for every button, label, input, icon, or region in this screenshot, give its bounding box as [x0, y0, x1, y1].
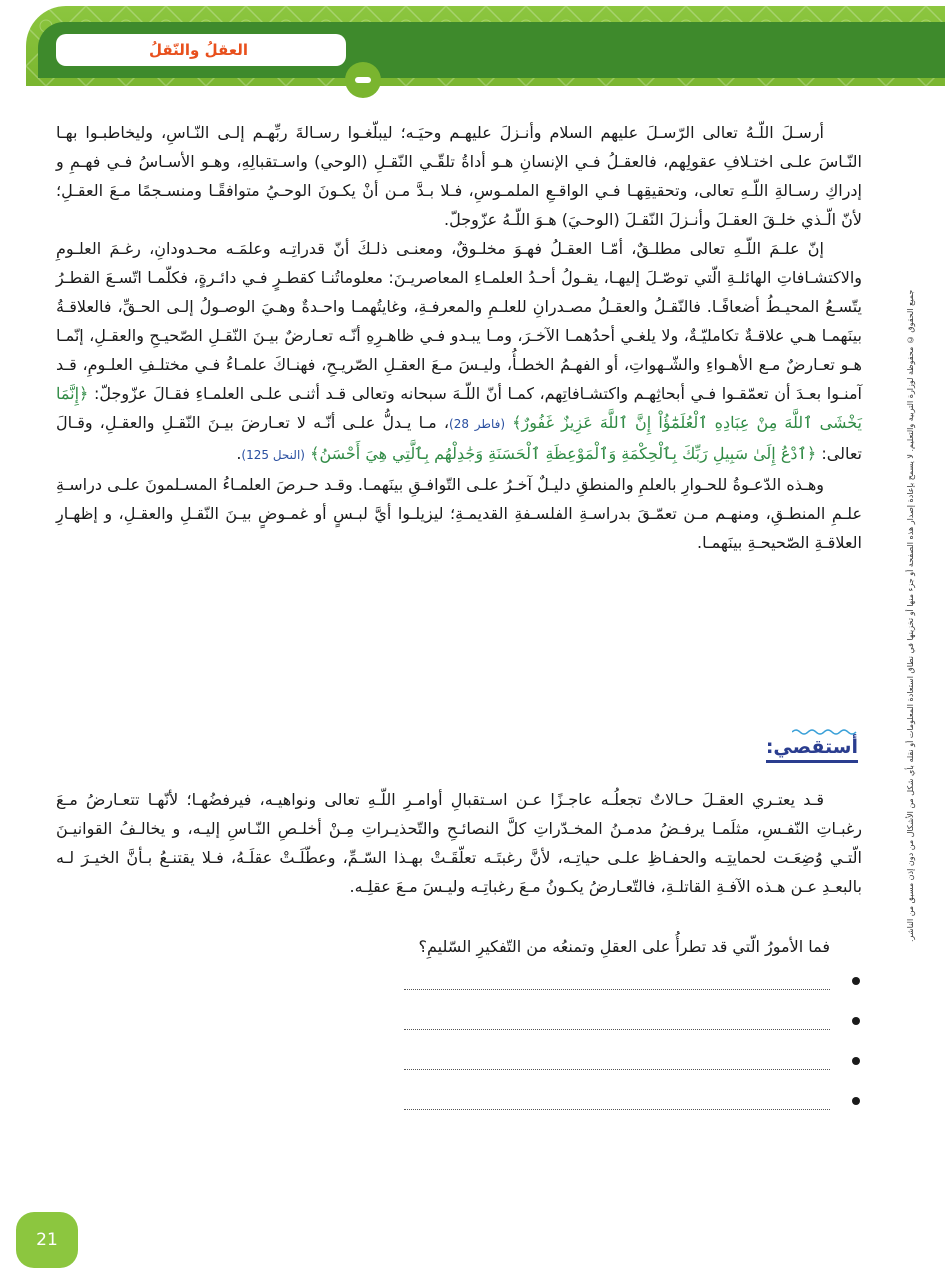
- bullet-icon: [852, 1017, 860, 1025]
- answer-line[interactable]: [404, 1109, 830, 1110]
- answer-row[interactable]: [400, 1055, 860, 1095]
- paragraph-2-text-a: إنّ علـمَ اللّـهِ تعالى مطلـقٌ، أمّـا العقـلُ فهـوَ مخلـوقٌ، ومعنـى ذلـكَ أنّ قدراتِـه وعلمَـه محـدودانِ، رغـمَ العلـومِ والاكتشـافاتِ الهائلـةِ الّتي توصّـلَ إليهـا، يقـولُ أحـدُ العلمـاءِ المعاصريـنَ: معلوماتُنـا كقطـرٍ فـي دائـرةٍ، فكلّمـا اتّسـعَ القطـرُ يتّسـعُ المحيـطُ أضعافًـا. فالنّقـلُ والعقـلُ مصـدرانِ للعلـمِ والمعرفـةِ، وغايتُهمـا واحـدةٌ وهـيَ الوصـولُ إلـى الحـقِّ، فالعلاقـةُ بينَهمـا هـي علاقـةٌ تكامليّـةٌ، ولا يلغـي أحدُهمـا الآخـرَ، ومـا يبـدو فـي ظاهـرِهِ أنّـه تعـارضٌ بيـنَ النّقـلِ الصّحيـحِ والعقـلِ، إنّمـا هـو تعـارضٌ مـع الأهـواءِ والشّـهواتِ، أو الفهـمُ الخطـأُ، وليـسَ مـعَ العقـلِ الصّريـحِ، فهنـاكَ علمـاءُ فـي مختلـفِ العلـومِ، قـد آمنـوا بعـدَ أن تعمّقـوا فـي أبحاثِهـم واكتشـافاتِهم، كمـا أنّ اللّـهَ سبحانه وتعالى قـد أثنـى علـى العلمـاءِ فقـالَ عزّوجلّ:: [56, 239, 862, 403]
- page-title: العقلُ والنّقلُ: [148, 41, 248, 59]
- paragraph-2: إنّ علـمَ اللّـهِ تعالى مطلـقٌ، أمّـا العقـلُ فهـوَ مخلـوقٌ، ومعنـى ذلـكَ أنّ قدراتِـه وعلمَـه محـدودانِ، رغـمَ العلـومِ والاكتشـافاتِ الهائلـةِ الّتي توصّـلَ إليهـا، يقـولُ أحـدُ العلمـاءِ المعاصريـنَ: معلوماتُنـا كقطـرٍ فـي دائـرةٍ، فكلّمـا اتّسـعَ القطـرُ يتّسـعُ المحيـطُ أضعافًـا. فالنّقـلُ والعقـلُ مصـدرانِ للعلـمِ والمعرفـةِ، وغايتُهمـا واحـدةٌ وهـيَ الوصـولُ إلـى الحـقِّ، فالعلاقـةُ بينَهمـا هـي علاقـةٌ تكامليّـةٌ، ولا يلغـي أحدُهمـا الآخـرَ، ومـا يبـدو فـي ظاهـرِهِ أنّـه تعـارضٌ بيـنَ النّقـلِ الصّحيـحِ والعقـلِ، إنّمـا هـو تعـارضٌ مـع الأهـواءِ والشّـهواتِ، أو الفهـمُ الخطـأُ، وليـسَ مـعَ العقـلِ الصّريـحِ، فهنـاكَ علمـاءُ فـي مختلـفِ العلـومِ، قـد آمنـوا بعـدَ أن تعمّقـوا فـي أبحاثِهـم واكتشـافاتِهم، كمـا أنّ اللّـهَ سبحانه وتعالى قـد أثنـى علـى العلمـاءِ فقـالَ عزّوجلّ: ﴿إِنَّمَا يَخْشَى ٱللَّهَ مِنْ عِبَادِهِ ٱلْعُلَمَٰٓؤُاْ إِنَّ ٱللَّهَ عَزِيزٌ غَفُورٌ﴾ (فاطر 28)، مـا يـدلُّ علـى أنّـه لا تعـارضَ بيـنَ النّقـلِ والعقـلِ، وقـالَ تعالى: ﴿ٱدْعُ إِلَىٰ سَبِيلِ رَبِّكَ بِٱلْحِكْمَةِ وَٱلْمَوْعِظَةِ ٱلْحَسَنَةِ وَجَٰدِلْهُم بِٱلَّتِي هِيَ أَحْسَنُ﴾ (النحل 125).: [56, 239, 862, 463]
- answer-lines: [400, 975, 860, 1135]
- copyright-side-note: جميع الحقوق © محفوظة لوزارة التربية والتعليم. لا يسمح بإعادة إصدار هذه الصفحة أو جزء منها أو تخزينها في نطاق استعادة المعلومات أو نقله بأي شكل من الأشكال من دون إذن مسبق من الناشر.: [906, 290, 915, 943]
- answer-line[interactable]: [404, 1069, 830, 1070]
- verse-reference-2: (النحل 125): [241, 448, 305, 462]
- answer-row[interactable]: [400, 1095, 860, 1135]
- section-heading: [766, 736, 858, 763]
- paragraph-3: وهـذه الدّعـوةُ للحـوارِ بالعلمِ والمنطقِ دليـلٌ آخـرُ علـى التّوافـقِ بينَهمـا. وقـد حـرصَ العلمـاءُ المسـلمونَ علـى دراسـةِ علـمِ المنطـقِ، ومنهـم مـن تعمّـقَ بدراسـةِ الفلسـفةِ القديمـةِ؛ ليزيلـوا أيَّ لبـسٍ أو غمـوضٍ بيـنَ النّقـلِ والعقـلِ، و إظهـارِ العلاقـةِ الصّحيحـةِ بينَهمـا.: [56, 475, 862, 552]
- main-content: [56, 118, 862, 557]
- answer-row[interactable]: [400, 1015, 860, 1055]
- verse-reference-1: (فاطر 28): [449, 417, 506, 431]
- bullet-icon: [852, 1097, 860, 1105]
- question: فما الأمورُ الّتي قد تطرأُ على العقلِ وتمنعُه من التّفكيرِ السّليمِ؟: [418, 937, 830, 956]
- section-title: أستقصي:: [766, 736, 858, 763]
- title-pill: [56, 34, 346, 66]
- answer-row[interactable]: [400, 975, 860, 1015]
- page-number: 21: [16, 1212, 78, 1268]
- wavy-decoration-icon: [792, 728, 858, 736]
- bullet-icon: [852, 1057, 860, 1065]
- quran-verse-1: ﴿إِنَّمَا يَخْشَى ٱللَّهَ مِنْ عِبَادِهِ ٱلْعُلَمَٰٓؤُاْ إِنَّ ٱللَّهَ عَزِيزٌ غَفُورٌ﴾: [56, 384, 862, 432]
- paragraph-2-text-b: ، مـا يـدلُّ علـى أنّـه لا تعـارضَ بيـنَ النّقـلِ والعقـلِ، وقـالَ تعالى:: [56, 413, 862, 463]
- paragraph-1: أرسـلَ اللّـهُ تعالى الرّسـلَ عليهم السلام وأنـزلَ عليهـم وحيَـه؛ ليبلّغـوا رسـالةَ ربِّهـم إلـى النّـاسِ، وليخاطبـوا بهـا النّـاسَ علـى اختـلافِ عقولِهم، فالعقـلُ فـي الإنسانِ هـو أداةُ تلقّـي النّقـلِ (الوحي) واسـتقبالِهِ، وهـو الأسـاسُ فـي فهـمِ و إدراكِ رسـالةِ اللّـهِ تعالى، وتحقيقِهـا فـي الواقـعِ الملمـوسِ، فـلا بـدَّ مـن أنْ يكـونَ الوحـيُ متوافقًـا ومنسـجمًا مـعَ العقـلِ؛ لأنّ الّـذي خلـقَ العقـلَ وأنـزلَ النّقـلَ (الوحـيَ) هـوَ اللّـهُ عزّوجلّ.: [56, 123, 862, 229]
- section-content: [56, 785, 862, 901]
- header-knob: [345, 62, 381, 98]
- answer-line[interactable]: [404, 1029, 830, 1030]
- bullet-icon: [852, 977, 860, 985]
- section-paragraph: قـد يعتـري العقـلَ حـالاتٌ تجعلُـه عاجـزًا عـن اسـتقبالِ أوامـرِ اللّـهِ تعالى ونواهيـه، فيرفضُهـا؛ لأنّهـا تتعـارضُ مـعَ رغبـاتِ النّفـسِ، مثلَمـا يرفـضُ مدمـنُ المخـدّراتِ كلَّ النصائـحِ والتّحذيـراتِ مِـنْ أخلـصِ النّـاسِ إليـه، و يخالـفُ القوانيـنَ الّتـي وُضِعَـت لحمايتِـه والحفـاظِ علـى حياتِـه، لأنَّ رغبتَـه تعلّقَـتْ بهـذا السّـمِّ، وعطّلَـتْ عقلَـهُ، فـلا يقتنـعُ بـأنَّ الخيـرَ لـه بالبعـدِ عـن هـذه الآفـةِ القاتلـةِ، فالتّعـارضُ يكـونُ مـعَ رغباتِـه وليـسَ مـعَ عقلِـه.: [56, 790, 862, 896]
- answer-line[interactable]: [404, 989, 830, 990]
- quran-verse-2: ﴿ٱدْعُ إِلَىٰ سَبِيلِ رَبِّكَ بِٱلْحِكْمَةِ وَٱلْمَوْعِظَةِ ٱلْحَسَنَةِ وَجَٰدِلْهُم بِٱلَّتِي هِيَ أَحْسَنُ﴾: [310, 444, 817, 463]
